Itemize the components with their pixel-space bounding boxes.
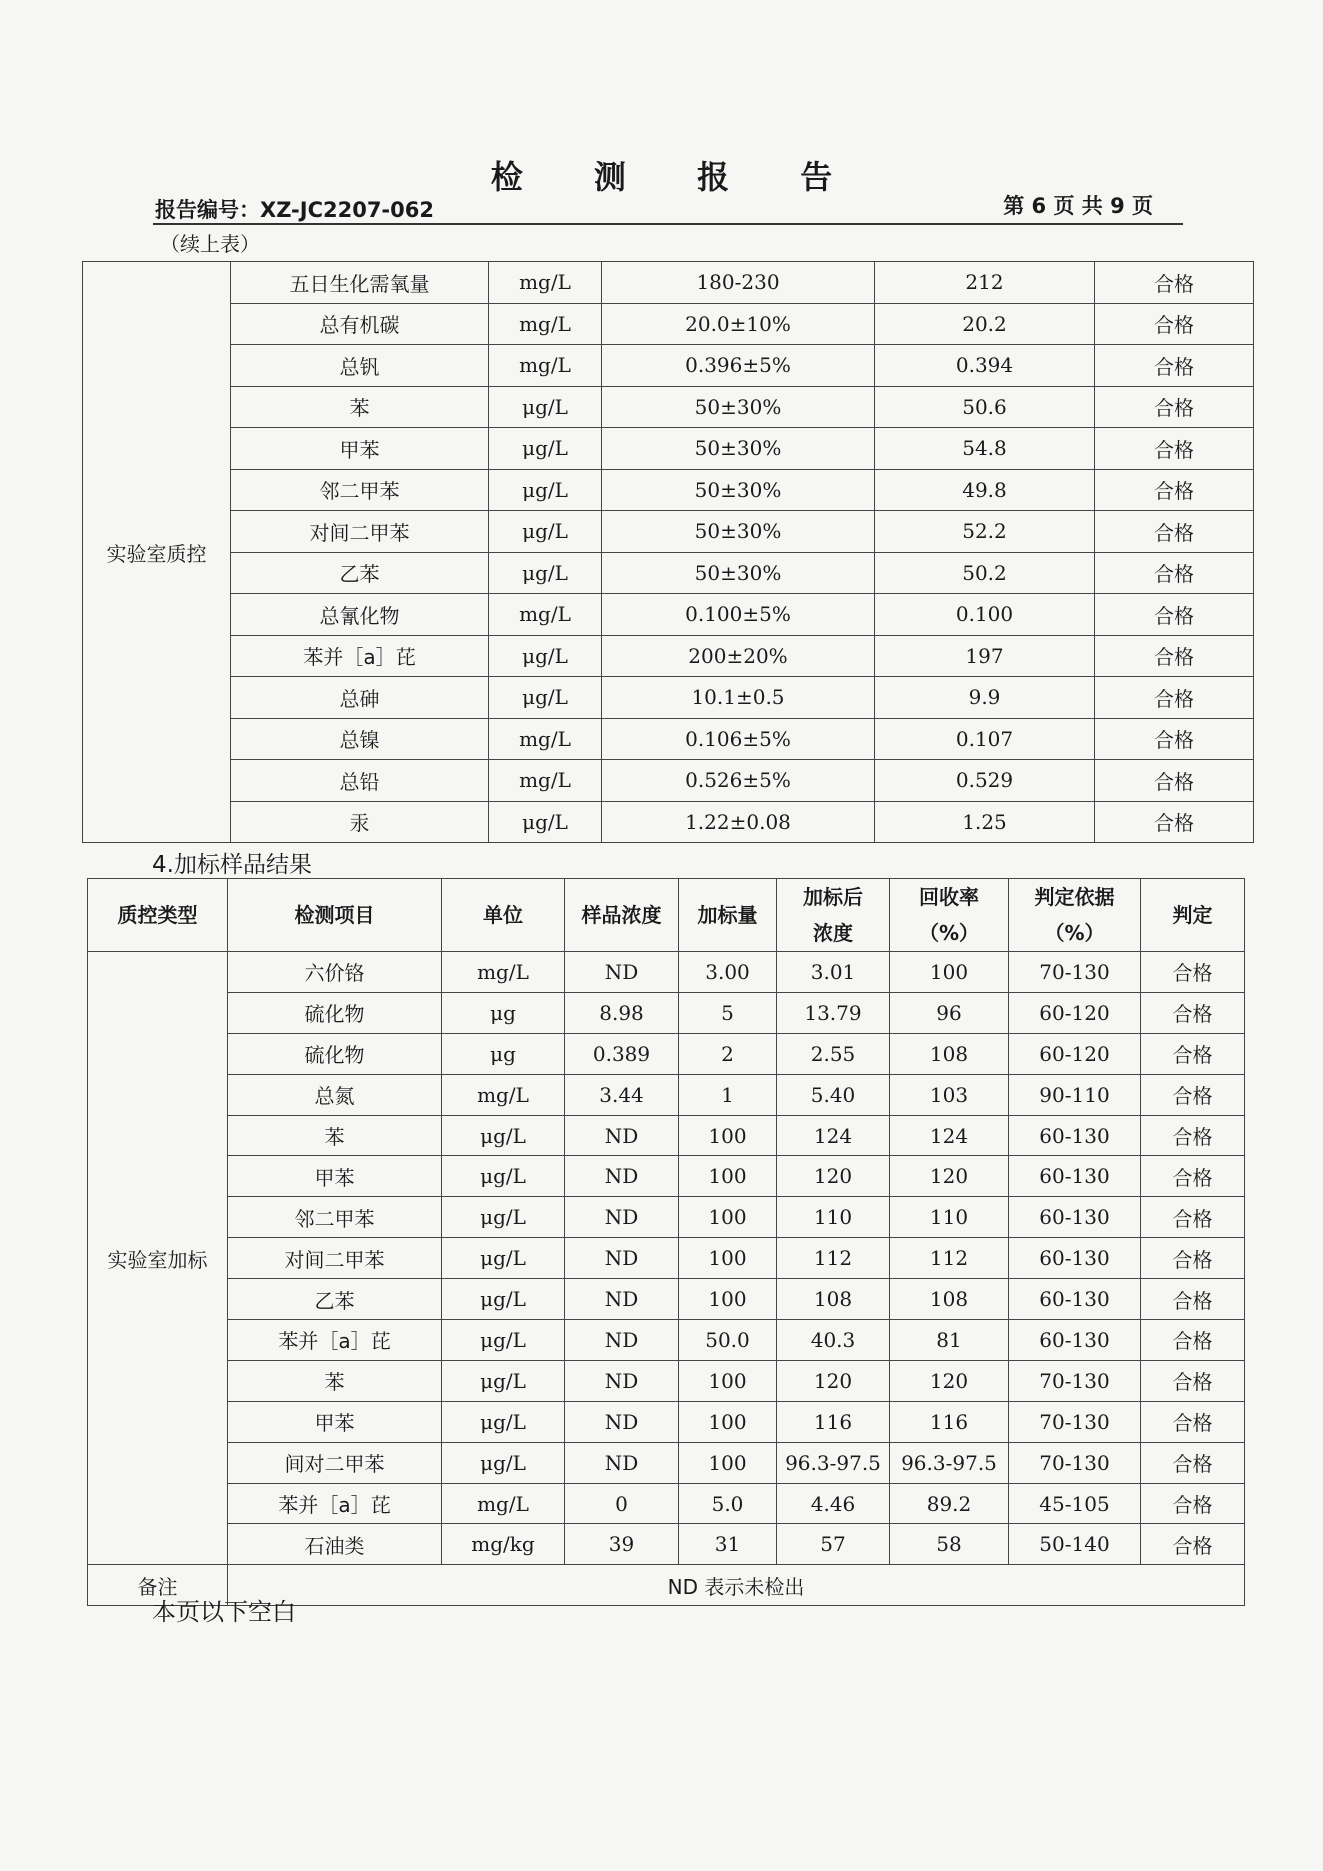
col-post-spike — [777, 879, 890, 952]
verdict-cell: 合格 — [1095, 345, 1254, 387]
col-criteria-line2: （%） — [1044, 921, 1105, 945]
criteria-cell: 60-120 — [1009, 992, 1141, 1033]
item-cell: 对间二甲苯 — [231, 511, 489, 553]
range-cell: 50±30% — [602, 469, 875, 511]
spike-amount-cell: 50.0 — [679, 1320, 777, 1361]
range-cell: 50±30% — [602, 552, 875, 594]
item-cell: 总氰化物 — [231, 594, 489, 636]
unit-cell: μg/L — [489, 635, 602, 677]
table-row — [88, 1238, 1245, 1279]
unit-cell: μg/L — [489, 552, 602, 594]
range-cell: 10.1±0.5 — [602, 677, 875, 719]
post-spike-cell: 2.55 — [777, 1033, 890, 1074]
spike-amount-cell: 100 — [679, 1156, 777, 1197]
sample-conc-cell: ND — [565, 1320, 679, 1361]
recovery-cell: 124 — [890, 1115, 1009, 1156]
verdict-cell: 合格 — [1095, 262, 1254, 304]
verdict-cell: 合格 — [1141, 1320, 1245, 1361]
unit-cell: μg/L — [489, 469, 602, 511]
item-cell: 邻二甲苯 — [231, 469, 489, 511]
verdict-cell: 合格 — [1141, 1033, 1245, 1074]
criteria-cell: 60-130 — [1009, 1115, 1141, 1156]
criteria-cell: 70-130 — [1009, 1442, 1141, 1483]
spike-amount-cell: 5 — [679, 992, 777, 1033]
verdict-cell: 合格 — [1141, 1442, 1245, 1483]
item-cell: 硫化物 — [228, 992, 442, 1033]
unit-cell: μg/L — [489, 801, 602, 843]
table-row — [83, 635, 1254, 677]
sample-conc-cell: 8.98 — [565, 992, 679, 1033]
unit-cell: mg/L — [489, 345, 602, 387]
criteria-cell: 90-110 — [1009, 1074, 1141, 1115]
criteria-cell: 60-130 — [1009, 1156, 1141, 1197]
criteria-cell: 60-130 — [1009, 1320, 1141, 1361]
col-item: 检测项目 — [228, 879, 442, 952]
table-row — [83, 552, 1254, 594]
unit-cell: mg/L — [489, 718, 602, 760]
table-row — [88, 992, 1245, 1033]
table-row — [83, 386, 1254, 428]
unit-cell: μg/L — [489, 386, 602, 428]
spike-amount-cell: 100 — [679, 1279, 777, 1320]
table-row — [83, 677, 1254, 719]
col-sample-conc: 样品浓度 — [565, 879, 679, 952]
unit-cell: μg/L — [489, 428, 602, 470]
post-spike-cell: 120 — [777, 1360, 890, 1401]
item-cell: 苯并［a］芘 — [231, 635, 489, 677]
table-header-row — [88, 879, 1245, 952]
unit-cell: μg/L — [489, 677, 602, 719]
col-recovery-line2: （%） — [918, 921, 980, 945]
blank-below-note: 本页以下空白 — [152, 1598, 296, 1626]
item-cell: 总氮 — [228, 1074, 442, 1115]
col-recovery-line1: 回收率 — [919, 885, 979, 909]
table-row — [88, 1524, 1245, 1565]
col-recovery — [890, 879, 1009, 952]
spike-amount-cell: 100 — [679, 1238, 777, 1279]
recovery-cell: 58 — [890, 1524, 1009, 1565]
recovery-cell: 108 — [890, 1279, 1009, 1320]
criteria-cell: 60-130 — [1009, 1197, 1141, 1238]
post-spike-cell: 108 — [777, 1279, 890, 1320]
result-cell: 50.2 — [875, 552, 1095, 594]
table-row — [88, 1033, 1245, 1074]
item-cell: 乙苯 — [228, 1279, 442, 1320]
verdict-cell: 合格 — [1141, 1115, 1245, 1156]
col-unit: 单位 — [442, 879, 565, 952]
unit-cell: mg/L — [442, 1483, 565, 1524]
item-cell: 汞 — [231, 801, 489, 843]
post-spike-cell: 5.40 — [777, 1074, 890, 1115]
verdict-cell: 合格 — [1141, 1156, 1245, 1197]
post-spike-cell: 13.79 — [777, 992, 890, 1033]
recovery-cell: 81 — [890, 1320, 1009, 1361]
unit-cell: mg/L — [489, 594, 602, 636]
recovery-cell: 120 — [890, 1156, 1009, 1197]
table-row — [88, 1401, 1245, 1442]
item-cell: 苯 — [231, 386, 489, 428]
sample-conc-cell: ND — [565, 1238, 679, 1279]
table-row — [83, 594, 1254, 636]
table-row — [83, 345, 1254, 387]
result-cell: 52.2 — [875, 511, 1095, 553]
unit-cell: μg/L — [442, 1238, 565, 1279]
recovery-cell: 103 — [890, 1074, 1009, 1115]
sample-conc-cell: ND — [565, 1442, 679, 1483]
verdict-cell: 合格 — [1141, 1279, 1245, 1320]
item-cell: 甲苯 — [231, 428, 489, 470]
sample-conc-cell: ND — [565, 1360, 679, 1401]
page-title: 检 测 报 告 — [490, 158, 863, 196]
item-cell: 甲苯 — [228, 1401, 442, 1442]
spike-amount-cell: 100 — [679, 1197, 777, 1238]
recovery-cell: 100 — [890, 952, 1009, 993]
range-cell: 200±20% — [602, 635, 875, 677]
range-cell: 1.22±0.08 — [602, 801, 875, 843]
verdict-cell: 合格 — [1095, 801, 1254, 843]
table-row — [83, 469, 1254, 511]
item-cell: 对间二甲苯 — [228, 1238, 442, 1279]
qc-group-label: 实验室质控 — [83, 262, 231, 843]
post-spike-cell: 116 — [777, 1401, 890, 1442]
criteria-cell: 70-130 — [1009, 952, 1141, 993]
unit-cell: mg/L — [442, 952, 565, 993]
spike-amount-cell: 100 — [679, 1401, 777, 1442]
sample-conc-cell: ND — [565, 952, 679, 993]
table-row — [88, 1279, 1245, 1320]
verdict-cell: 合格 — [1095, 303, 1254, 345]
sample-conc-cell: 0.389 — [565, 1033, 679, 1074]
recovery-cell: 116 — [890, 1401, 1009, 1442]
item-cell: 总镍 — [231, 718, 489, 760]
criteria-cell: 70-130 — [1009, 1360, 1141, 1401]
verdict-cell: 合格 — [1141, 1238, 1245, 1279]
spike-amount-cell: 31 — [679, 1524, 777, 1565]
table-row — [83, 801, 1254, 843]
table-row — [83, 303, 1254, 345]
recovery-cell: 96 — [890, 992, 1009, 1033]
post-spike-cell: 3.01 — [777, 952, 890, 993]
table-row — [83, 262, 1254, 304]
recovery-cell: 112 — [890, 1238, 1009, 1279]
unit-cell: μg/L — [442, 1320, 565, 1361]
unit-cell: μg/L — [442, 1442, 565, 1483]
table-row — [88, 1074, 1245, 1115]
continued-label: （续上表） — [160, 232, 260, 256]
sample-conc-cell: ND — [565, 1115, 679, 1156]
item-cell: 甲苯 — [228, 1156, 442, 1197]
criteria-cell: 60-120 — [1009, 1033, 1141, 1074]
post-spike-cell: 110 — [777, 1197, 890, 1238]
unit-cell: μg/L — [442, 1156, 565, 1197]
table-row — [83, 428, 1254, 470]
item-cell: 五日生化需氧量 — [231, 262, 489, 304]
item-cell: 间对二甲苯 — [228, 1442, 442, 1483]
post-spike-cell: 40.3 — [777, 1320, 890, 1361]
item-cell: 邻二甲苯 — [228, 1197, 442, 1238]
recovery-cell: 110 — [890, 1197, 1009, 1238]
table-row — [83, 760, 1254, 802]
criteria-cell: 60-130 — [1009, 1279, 1141, 1320]
result-cell: 9.9 — [875, 677, 1095, 719]
criteria-cell: 70-130 — [1009, 1401, 1141, 1442]
table-row — [88, 1156, 1245, 1197]
table-row — [88, 1197, 1245, 1238]
unit-cell: mg/L — [489, 262, 602, 304]
verdict-cell: 合格 — [1141, 1401, 1245, 1442]
qc-table — [82, 261, 1254, 843]
page-number: 第 6 页 共 9 页 — [1003, 194, 1153, 218]
table-row — [83, 511, 1254, 553]
post-spike-cell: 96.3-97.5 — [777, 1442, 890, 1483]
unit-cell: μg/L — [442, 1401, 565, 1442]
col-post-spike-line1: 加标后 — [803, 885, 863, 909]
note-label: 备注 — [88, 1565, 228, 1606]
verdict-cell: 合格 — [1141, 952, 1245, 993]
criteria-cell: 45-105 — [1009, 1483, 1141, 1524]
verdict-cell: 合格 — [1095, 469, 1254, 511]
item-cell: 总有机碳 — [231, 303, 489, 345]
spike-amount-cell: 100 — [679, 1442, 777, 1483]
unit-cell: mg/kg — [442, 1524, 565, 1565]
table-row — [88, 1320, 1245, 1361]
unit-cell: μg — [442, 992, 565, 1033]
result-cell: 20.2 — [875, 303, 1095, 345]
spike-amount-cell: 1 — [679, 1074, 777, 1115]
spike-amount-cell: 100 — [679, 1115, 777, 1156]
section-4-title: 4.加标样品结果 — [152, 852, 312, 878]
item-cell: 苯 — [228, 1360, 442, 1401]
item-cell: 总钒 — [231, 345, 489, 387]
verdict-cell: 合格 — [1141, 1483, 1245, 1524]
recovery-cell: 108 — [890, 1033, 1009, 1074]
range-cell: 0.526±5% — [602, 760, 875, 802]
verdict-cell: 合格 — [1095, 594, 1254, 636]
result-cell: 0.100 — [875, 594, 1095, 636]
range-cell: 180-230 — [602, 262, 875, 304]
verdict-cell: 合格 — [1141, 1197, 1245, 1238]
post-spike-cell: 124 — [777, 1115, 890, 1156]
col-verdict: 判定 — [1141, 879, 1245, 952]
verdict-cell: 合格 — [1095, 511, 1254, 553]
col-qc-type: 质控类型 — [88, 879, 228, 952]
post-spike-cell: 112 — [777, 1238, 890, 1279]
item-cell: 苯并［a］芘 — [228, 1320, 442, 1361]
unit-cell: μg/L — [442, 1279, 565, 1320]
unit-cell: μg/L — [442, 1115, 565, 1156]
result-cell: 0.107 — [875, 718, 1095, 760]
sample-conc-cell: 3.44 — [565, 1074, 679, 1115]
post-spike-cell: 4.46 — [777, 1483, 890, 1524]
verdict-cell: 合格 — [1095, 677, 1254, 719]
sample-conc-cell: ND — [565, 1197, 679, 1238]
range-cell: 0.106±5% — [602, 718, 875, 760]
range-cell: 50±30% — [602, 428, 875, 470]
col-spike-amount: 加标量 — [679, 879, 777, 952]
sample-conc-cell: 39 — [565, 1524, 679, 1565]
verdict-cell: 合格 — [1141, 1524, 1245, 1565]
post-spike-cell: 120 — [777, 1156, 890, 1197]
table-row — [88, 1442, 1245, 1483]
note-text: ND 表示未检出 — [228, 1565, 1245, 1606]
sample-conc-cell: ND — [565, 1156, 679, 1197]
verdict-cell: 合格 — [1141, 1360, 1245, 1401]
post-spike-cell: 57 — [777, 1524, 890, 1565]
item-cell: 总砷 — [231, 677, 489, 719]
report-number: 报告编号：XZ-JC2207-062 — [155, 198, 434, 222]
spike-amount-cell: 2 — [679, 1033, 777, 1074]
unit-cell: μg — [442, 1033, 565, 1074]
verdict-cell: 合格 — [1095, 718, 1254, 760]
result-cell: 212 — [875, 262, 1095, 304]
range-cell: 50±30% — [602, 511, 875, 553]
result-cell: 49.8 — [875, 469, 1095, 511]
range-cell: 0.100±5% — [602, 594, 875, 636]
unit-cell: μg/L — [489, 511, 602, 553]
sample-conc-cell: ND — [565, 1279, 679, 1320]
result-cell: 0.529 — [875, 760, 1095, 802]
col-post-spike-line2: 浓度 — [813, 921, 853, 945]
unit-cell: mg/L — [442, 1074, 565, 1115]
verdict-cell: 合格 — [1095, 760, 1254, 802]
unit-cell: μg/L — [442, 1197, 565, 1238]
table-row — [88, 1360, 1245, 1401]
item-cell: 六价铬 — [228, 952, 442, 993]
item-cell: 苯 — [228, 1115, 442, 1156]
report-header — [153, 190, 1183, 225]
item-cell: 苯并［a］芘 — [228, 1483, 442, 1524]
criteria-cell: 60-130 — [1009, 1238, 1141, 1279]
result-cell: 197 — [875, 635, 1095, 677]
recovery-cell: 89.2 — [890, 1483, 1009, 1524]
range-cell: 20.0±10% — [602, 303, 875, 345]
table-row — [88, 1115, 1245, 1156]
verdict-cell: 合格 — [1095, 428, 1254, 470]
sample-conc-cell: ND — [565, 1401, 679, 1442]
result-cell: 1.25 — [875, 801, 1095, 843]
table-row — [88, 952, 1245, 993]
result-cell: 0.394 — [875, 345, 1095, 387]
table-row — [88, 1483, 1245, 1524]
recovery-cell: 96.3-97.5 — [890, 1442, 1009, 1483]
item-cell: 石油类 — [228, 1524, 442, 1565]
criteria-cell: 50-140 — [1009, 1524, 1141, 1565]
spike-group-label: 实验室加标 — [88, 952, 228, 1565]
item-cell: 乙苯 — [231, 552, 489, 594]
spike-amount-cell: 3.00 — [679, 952, 777, 993]
range-cell: 50±30% — [602, 386, 875, 428]
spike-table — [87, 878, 1245, 1606]
sample-conc-cell: 0 — [565, 1483, 679, 1524]
verdict-cell: 合格 — [1095, 635, 1254, 677]
spike-amount-cell: 100 — [679, 1360, 777, 1401]
col-criteria — [1009, 879, 1141, 952]
result-cell: 50.6 — [875, 386, 1095, 428]
item-cell: 总铅 — [231, 760, 489, 802]
result-cell: 54.8 — [875, 428, 1095, 470]
verdict-cell: 合格 — [1141, 992, 1245, 1033]
col-criteria-line1: 判定依据 — [1034, 885, 1115, 909]
unit-cell: mg/L — [489, 303, 602, 345]
verdict-cell: 合格 — [1141, 1074, 1245, 1115]
unit-cell: μg/L — [442, 1360, 565, 1401]
unit-cell: mg/L — [489, 760, 602, 802]
item-cell: 硫化物 — [228, 1033, 442, 1074]
recovery-cell: 120 — [890, 1360, 1009, 1401]
table-row — [83, 718, 1254, 760]
spike-amount-cell: 5.0 — [679, 1483, 777, 1524]
verdict-cell: 合格 — [1095, 386, 1254, 428]
range-cell: 0.396±5% — [602, 345, 875, 387]
verdict-cell: 合格 — [1095, 552, 1254, 594]
